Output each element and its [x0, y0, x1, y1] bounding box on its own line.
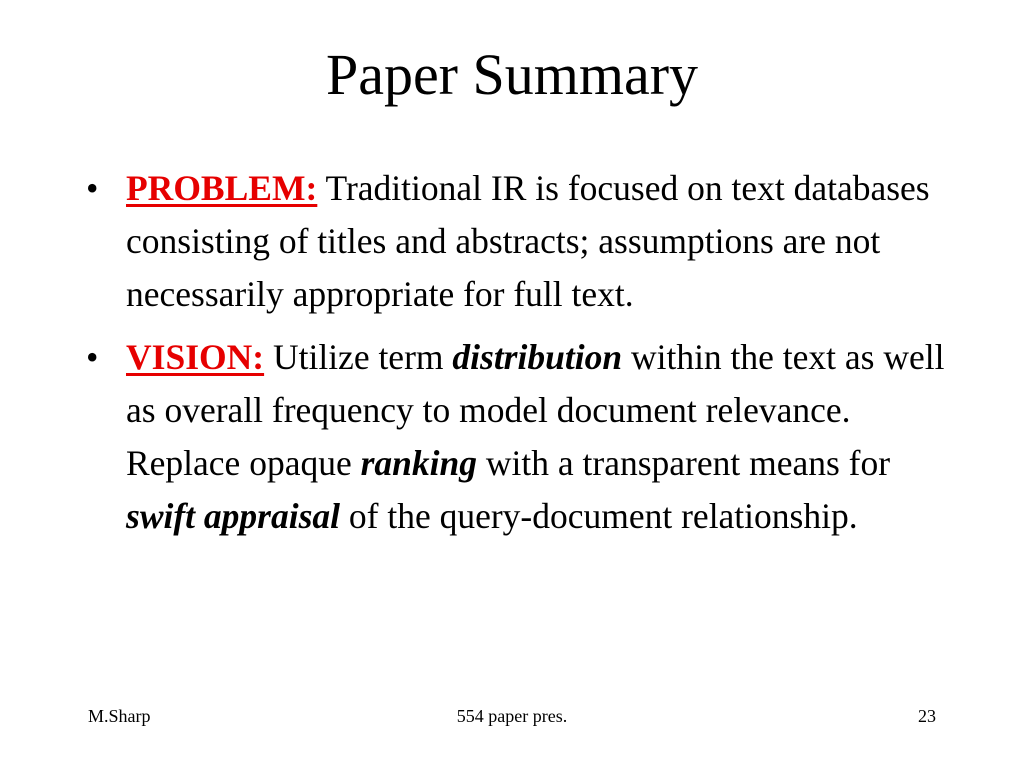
bullet-problem — [86, 162, 946, 321]
vision-text-1: Utilize term — [264, 337, 453, 377]
vision-text-2: within the text as well as overall frequency to model document relevance. Replace opaque — [126, 337, 945, 483]
bullet-icon: • — [86, 337, 99, 377]
vision-emph-ranking: ranking — [360, 443, 478, 483]
vision-text-4: of the query-document relationship. — [340, 496, 858, 536]
vision-emph-distribution: distribution — [452, 337, 623, 377]
bullet-vision — [86, 331, 946, 543]
vision-text-3: with a transparent means for — [477, 443, 891, 483]
slide-title: Paper Summary — [325, 42, 699, 107]
problem-label: PROBLEM: — [126, 168, 318, 208]
footer-page-number: 23 — [918, 706, 936, 726]
footer-author: M.Sharp — [88, 706, 151, 726]
problem-text: Traditional IR is focused on text databases consisting of titles and abstracts; assumptions are not necessarily appropriate for full text. — [126, 168, 930, 314]
bullet-icon: • — [86, 168, 99, 208]
bullet-list — [86, 162, 946, 553]
vision-label: VISION: — [126, 337, 265, 377]
vision-emph-swift-appraisal: swift appraisal — [126, 496, 341, 536]
footer-course: 554 paper pres. — [456, 706, 568, 726]
